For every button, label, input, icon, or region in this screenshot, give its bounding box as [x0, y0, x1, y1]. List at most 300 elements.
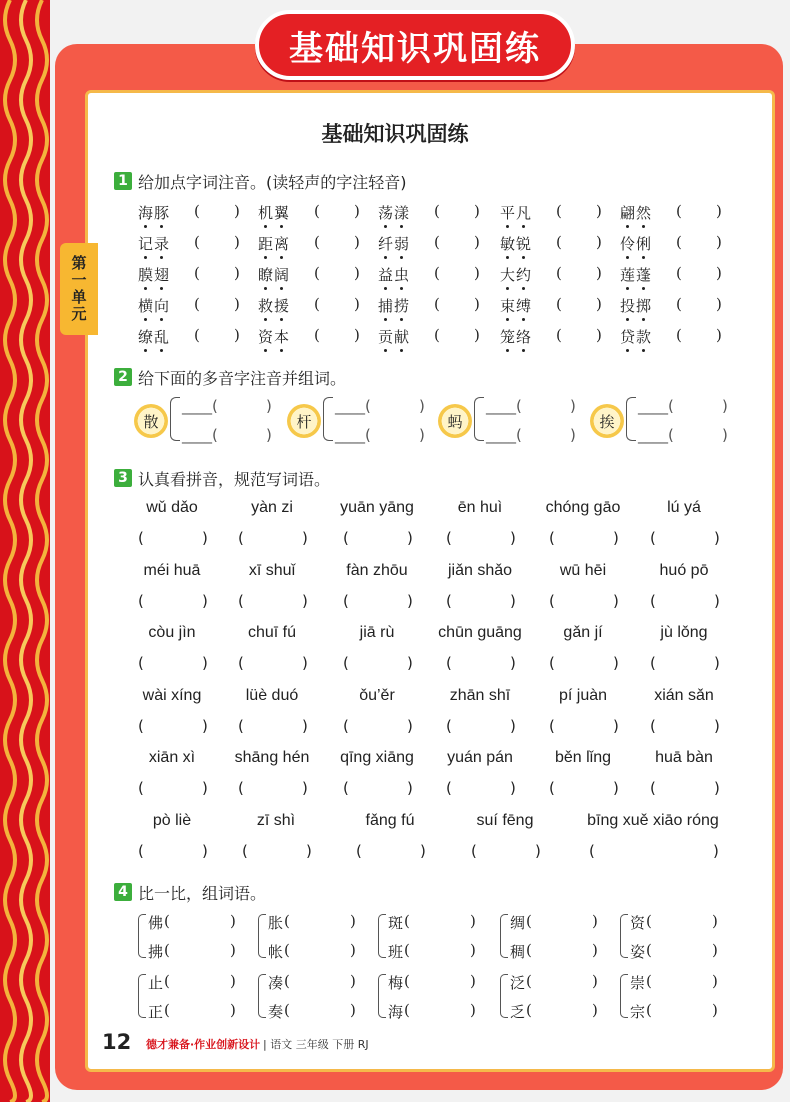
phonetic-item — [378, 202, 493, 223]
paren-open: ( — [646, 941, 652, 959]
emphasis-dot — [506, 318, 509, 321]
emphasis-dot — [280, 225, 283, 228]
paren-open: ( — [556, 264, 562, 282]
paren-close: ) — [596, 233, 602, 251]
word: 莲蓬 — [620, 264, 652, 285]
paren-close: ) — [474, 295, 480, 313]
brace-icon — [474, 397, 484, 441]
emphasis-dot — [264, 256, 267, 259]
paren-open: ( — [138, 841, 144, 860]
paren-close: ) — [470, 912, 476, 930]
paren-close: ) — [419, 397, 425, 415]
compare-char: 姿 — [630, 943, 646, 961]
compare-char: 佛 — [148, 914, 164, 932]
section-4-heading — [114, 881, 266, 903]
paren-close: ) — [470, 972, 476, 990]
polyphone-char-badge: 蚂 — [438, 404, 472, 438]
section-1-prompt: 给加点字词注音。(读轻声的字注轻音) — [138, 172, 407, 192]
paren-close: ) — [596, 295, 602, 313]
compare-char: 乏 — [510, 1003, 526, 1021]
paren-close: ) — [716, 202, 722, 220]
paren-close: ) — [419, 426, 425, 444]
compare-char: 帐 — [268, 943, 284, 961]
paren-close: ) — [234, 233, 240, 251]
phonetic-item — [620, 202, 735, 223]
compare-char: 泛 — [510, 974, 526, 992]
section-4-prompt: 比一比，组词语。 — [138, 883, 267, 903]
paren-close: ) — [202, 529, 208, 547]
paren-close: ) — [354, 264, 360, 282]
pinyin: lüè duó — [245, 686, 299, 704]
paren-close: ) — [234, 326, 240, 344]
word: 捕捞 — [378, 295, 410, 316]
emphasis-dot — [160, 287, 163, 290]
compare-char: 正 — [148, 1003, 164, 1021]
word: 束缚 — [500, 295, 532, 316]
brace-icon — [620, 914, 628, 958]
paren-close: ) — [714, 779, 720, 797]
paren-open: ( — [343, 779, 349, 797]
phonetic-item — [500, 233, 615, 254]
unit-side-tab — [60, 243, 98, 335]
emphasis-dot — [144, 256, 147, 259]
paren-open: ( — [356, 841, 362, 860]
emphasis-dot — [626, 256, 629, 259]
word: 记录 — [138, 233, 170, 254]
paren-close: ) — [714, 716, 720, 735]
phonetic-item — [500, 202, 615, 223]
section-2-heading — [114, 366, 346, 388]
paren-close: ) — [407, 716, 413, 735]
emphasis-dot — [522, 287, 525, 290]
compare-char: 胀 — [268, 914, 284, 932]
paren-close: ) — [230, 1001, 236, 1019]
emphasis-dot — [506, 287, 509, 290]
paren-close: ) — [592, 972, 598, 990]
paren-open: ( — [650, 529, 656, 547]
paren-close: ) — [613, 654, 619, 672]
header-banner — [255, 10, 575, 80]
word: 纤弱 — [378, 233, 410, 254]
compare-char: 宗 — [630, 1003, 646, 1021]
paren-close: ) — [722, 426, 728, 444]
header-banner-text: 基础知识巩固练 — [289, 28, 541, 69]
paren-close: ) — [306, 841, 312, 860]
blank-line: ____( — [486, 426, 522, 444]
paren-open: ( — [284, 972, 290, 990]
paren-open: ( — [676, 326, 682, 344]
emphasis-dot — [144, 349, 147, 352]
paren-close: ) — [613, 529, 619, 547]
paren-open: ( — [194, 264, 200, 282]
polyphone-char-badge: 杆 — [287, 404, 321, 438]
brace-icon — [258, 914, 266, 958]
paren-open: ( — [314, 326, 320, 344]
brace-icon — [378, 974, 386, 1018]
paren-close: ) — [613, 716, 619, 735]
phonetic-item — [378, 233, 493, 254]
word: 瞭阔 — [258, 264, 290, 285]
paren-open: ( — [556, 233, 562, 251]
paren-close: ) — [350, 941, 356, 959]
emphasis-dot — [160, 349, 163, 352]
paren-open: ( — [343, 529, 349, 547]
paren-close: ) — [712, 941, 718, 959]
emphasis-dot — [384, 318, 387, 321]
emphasis-dot — [264, 225, 267, 228]
section-4-number: 4 — [114, 883, 132, 901]
pinyin: ēn huì — [457, 499, 503, 516]
paren-open: ( — [164, 972, 170, 990]
pinyin: bīng xuě xiāo róng — [587, 811, 719, 829]
emphasis-dot — [160, 225, 163, 228]
paren-open: ( — [676, 202, 682, 220]
paren-open: ( — [284, 1001, 290, 1019]
pinyin: yàn zi — [251, 499, 293, 516]
paren-open: ( — [650, 591, 656, 610]
pinyin: pò liè — [152, 811, 192, 829]
word: 荡漾 — [378, 202, 410, 223]
phonetic-item — [620, 326, 735, 347]
phonetic-item — [500, 295, 615, 316]
pinyin: běn lǐng — [554, 749, 612, 766]
paren-close: ) — [510, 591, 516, 610]
phonetic-item — [620, 264, 735, 285]
paren-close: ) — [712, 972, 718, 990]
emphasis-dot — [522, 318, 525, 321]
compare-char: 海 — [388, 1003, 404, 1021]
pinyin: chūn guāng — [438, 624, 522, 641]
paren-open: ( — [194, 326, 200, 344]
page-title: 基础知识巩固练 — [321, 122, 469, 146]
paren-close: ) — [613, 591, 619, 610]
emphasis-dot — [522, 349, 525, 352]
paren-close: ) — [474, 326, 480, 344]
paren-open: ( — [164, 941, 170, 959]
paren-close: ) — [535, 841, 541, 860]
emphasis-dot — [506, 256, 509, 259]
pinyin: fǎng fú — [365, 811, 415, 829]
paren-close: ) — [202, 591, 208, 610]
phonetic-item — [258, 264, 373, 285]
pinyin: xiān xì — [148, 749, 196, 766]
pinyin: còu jìn — [148, 624, 196, 641]
pinyin: suí fēng — [476, 811, 534, 829]
word: 贷款 — [620, 326, 652, 347]
paren-open: ( — [646, 1001, 652, 1019]
emphasis-dot — [384, 256, 387, 259]
paren-close: ) — [302, 654, 308, 672]
pinyin: gǎn jí — [563, 624, 603, 641]
section-1-number: 1 — [114, 172, 132, 190]
paren-close: ) — [230, 912, 236, 930]
phonetic-item — [378, 264, 493, 285]
brace-icon — [138, 974, 146, 1018]
paren-close: ) — [592, 941, 598, 959]
emphasis-dot — [280, 349, 283, 352]
brace-icon — [258, 974, 266, 1018]
compare-char: 拂 — [148, 943, 164, 961]
word: 距离 — [258, 233, 290, 254]
paren-close: ) — [354, 233, 360, 251]
paren-close: ) — [714, 591, 720, 610]
emphasis-dot — [384, 225, 387, 228]
section-1-heading — [114, 170, 407, 192]
unit-label: 第一单元 — [69, 255, 88, 323]
paren-close: ) — [470, 941, 476, 959]
paren-open: ( — [194, 202, 200, 220]
phonetic-item — [258, 202, 373, 223]
pinyin: ǒu’ěr — [359, 686, 395, 704]
word: 伶俐 — [620, 233, 652, 254]
paren-close: ) — [470, 1001, 476, 1019]
blank-line: ____( — [182, 397, 218, 415]
paren-close: ) — [510, 654, 516, 672]
footer-book-info: | 语文 三年级 下册 RJ — [263, 1038, 369, 1051]
paren-open: ( — [343, 591, 349, 610]
pinyin: huā bàn — [655, 749, 713, 766]
emphasis-dot — [506, 349, 509, 352]
paren-close: ) — [510, 529, 516, 547]
emphasis-dot — [642, 256, 645, 259]
paren-open: ( — [549, 716, 555, 735]
emphasis-dot — [280, 256, 283, 259]
paren-open: ( — [650, 654, 656, 672]
paren-open: ( — [242, 841, 248, 860]
polyphone-char-badge: 散 — [134, 404, 168, 438]
paren-close: ) — [716, 295, 722, 313]
paren-close: ) — [407, 529, 413, 547]
paren-close: ) — [302, 716, 308, 735]
paren-open: ( — [314, 233, 320, 251]
word: 海豚 — [138, 202, 170, 223]
word: 膜翅 — [138, 264, 170, 285]
compare-char: 绸 — [510, 914, 526, 932]
paren-open: ( — [434, 295, 440, 313]
phonetic-item — [138, 295, 253, 316]
paren-close: ) — [266, 426, 272, 444]
word: 翩然 — [620, 202, 652, 223]
emphasis-dot — [642, 318, 645, 321]
emphasis-dot — [400, 256, 403, 259]
phonetic-item — [138, 233, 253, 254]
phonetic-item — [138, 202, 253, 223]
paren-close: ) — [714, 654, 720, 672]
paren-open: ( — [164, 912, 170, 930]
paren-open: ( — [589, 841, 595, 860]
paren-close: ) — [234, 202, 240, 220]
paren-open: ( — [434, 264, 440, 282]
paren-open: ( — [526, 972, 532, 990]
brace-icon — [500, 914, 508, 958]
paren-open: ( — [164, 1001, 170, 1019]
paren-close: ) — [592, 1001, 598, 1019]
paren-open: ( — [314, 264, 320, 282]
paren-open: ( — [404, 1001, 410, 1019]
paren-open: ( — [404, 972, 410, 990]
paren-open: ( — [446, 654, 452, 672]
word: 资本 — [258, 326, 290, 347]
pinyin: xī shuǐ — [248, 561, 296, 579]
word: 敏锐 — [500, 233, 532, 254]
emphasis-dot — [400, 287, 403, 290]
phonetic-item — [620, 295, 735, 316]
pinyin: yuān yāng — [340, 499, 414, 516]
paren-close: ) — [407, 779, 413, 797]
page-number: 12 — [102, 1030, 132, 1054]
paren-open: ( — [549, 591, 555, 610]
paren-close: ) — [202, 654, 208, 672]
word: 贡献 — [378, 326, 410, 347]
paren-close: ) — [302, 779, 308, 797]
paren-open: ( — [138, 716, 144, 735]
pinyin: fàn zhōu — [346, 561, 408, 579]
paren-open: ( — [138, 779, 144, 797]
compare-char: 止 — [148, 974, 164, 992]
compare-char: 斑 — [388, 914, 404, 932]
emphasis-dot — [264, 287, 267, 290]
paren-close: ) — [234, 264, 240, 282]
paren-open: ( — [434, 202, 440, 220]
paren-open: ( — [343, 654, 349, 672]
emphasis-dot — [384, 349, 387, 352]
emphasis-dot — [642, 287, 645, 290]
word: 投掷 — [620, 295, 652, 316]
pinyin: qīng xiāng — [340, 749, 414, 766]
paren-open: ( — [314, 295, 320, 313]
pinyin: méi huā — [143, 561, 201, 579]
emphasis-dot — [280, 287, 283, 290]
phonetic-item — [258, 295, 373, 316]
paren-open: ( — [284, 912, 290, 930]
blank-line: ____( — [486, 397, 522, 415]
pinyin: wū hēi — [559, 561, 607, 579]
compare-char: 梅 — [388, 974, 404, 992]
paren-close: ) — [510, 779, 516, 797]
paren-open: ( — [549, 529, 555, 547]
paren-close: ) — [716, 326, 722, 344]
brace-icon — [378, 914, 386, 958]
compare-char: 奏 — [268, 1003, 284, 1021]
paren-close: ) — [596, 326, 602, 344]
word: 缭乱 — [138, 326, 170, 347]
compare-char: 崇 — [630, 974, 646, 992]
emphasis-dot — [264, 318, 267, 321]
paren-close: ) — [592, 912, 598, 930]
paren-open: ( — [650, 716, 656, 735]
paren-open: ( — [284, 941, 290, 959]
paren-close: ) — [712, 1001, 718, 1019]
brace-icon — [500, 974, 508, 1018]
paren-close: ) — [570, 426, 576, 444]
paren-close: ) — [596, 264, 602, 282]
pinyin: jù lǒng — [660, 624, 708, 641]
paren-open: ( — [676, 233, 682, 251]
paren-open: ( — [194, 233, 200, 251]
paren-open: ( — [549, 654, 555, 672]
paren-open: ( — [238, 591, 244, 610]
section-3-prompt: 认真看拼音，规范写词语。 — [138, 469, 331, 489]
blank-line: ____( — [335, 397, 371, 415]
paren-open: ( — [238, 779, 244, 797]
paren-close: ) — [354, 326, 360, 344]
paren-close: ) — [420, 841, 426, 860]
phonetic-item — [378, 295, 493, 316]
paren-close: ) — [350, 912, 356, 930]
polyphone-char-badge: 挨 — [590, 404, 624, 438]
paren-open: ( — [446, 529, 452, 547]
blank-line: ____( — [335, 426, 371, 444]
paren-close: ) — [230, 972, 236, 990]
paren-close: ) — [474, 264, 480, 282]
blank-line: ____( — [182, 426, 218, 444]
word: 救援 — [258, 295, 290, 316]
compare-char: 凑 — [268, 974, 284, 992]
paren-open: ( — [646, 972, 652, 990]
emphasis-dot — [522, 225, 525, 228]
emphasis-dot — [144, 225, 147, 228]
paren-open: ( — [434, 233, 440, 251]
section-2-number: 2 — [114, 368, 132, 386]
pinyin: chóng gāo — [545, 499, 621, 516]
pinyin: zī shì — [256, 811, 296, 829]
paren-open: ( — [446, 716, 452, 735]
paren-close: ) — [350, 972, 356, 990]
paren-open: ( — [138, 591, 144, 610]
emphasis-dot — [400, 318, 403, 321]
footer-brand: 德才兼备·作业创新设计 — [146, 1038, 261, 1051]
phonetic-item — [258, 233, 373, 254]
paren-open: ( — [446, 779, 452, 797]
paren-open: ( — [556, 295, 562, 313]
paren-open: ( — [676, 264, 682, 282]
paren-close: ) — [714, 529, 720, 547]
section-2-prompt: 给下面的多音字注音并组词。 — [138, 368, 347, 388]
brace-icon — [323, 397, 333, 441]
word: 益虫 — [378, 264, 410, 285]
paren-open: ( — [446, 591, 452, 610]
phonetic-item — [500, 326, 615, 347]
wavy-ribbon-decoration — [0, 0, 50, 1102]
emphasis-dot — [160, 256, 163, 259]
paren-open: ( — [404, 912, 410, 930]
pinyin: wài xíng — [142, 686, 202, 704]
paren-close: ) — [712, 912, 718, 930]
brace-icon — [620, 974, 628, 1018]
emphasis-dot — [626, 318, 629, 321]
phonetic-item — [138, 326, 253, 347]
blank-line: ____( — [638, 426, 674, 444]
compare-char: 资 — [630, 914, 646, 932]
pinyin: jiā rù — [359, 624, 395, 641]
section-3-heading — [114, 467, 330, 489]
word: 大约 — [500, 264, 532, 285]
pinyin: huó pō — [659, 561, 709, 579]
pinyin: yuán pán — [447, 749, 513, 766]
paren-close: ) — [230, 941, 236, 959]
pinyin: pí juàn — [558, 686, 608, 704]
paren-close: ) — [613, 779, 619, 797]
emphasis-dot — [506, 225, 509, 228]
paren-close: ) — [234, 295, 240, 313]
brace-icon — [626, 397, 636, 441]
emphasis-dot — [384, 287, 387, 290]
paren-open: ( — [238, 716, 244, 735]
brace-icon — [138, 914, 146, 958]
paren-close: ) — [407, 654, 413, 672]
paren-close: ) — [407, 591, 413, 610]
paren-open: ( — [343, 716, 349, 735]
